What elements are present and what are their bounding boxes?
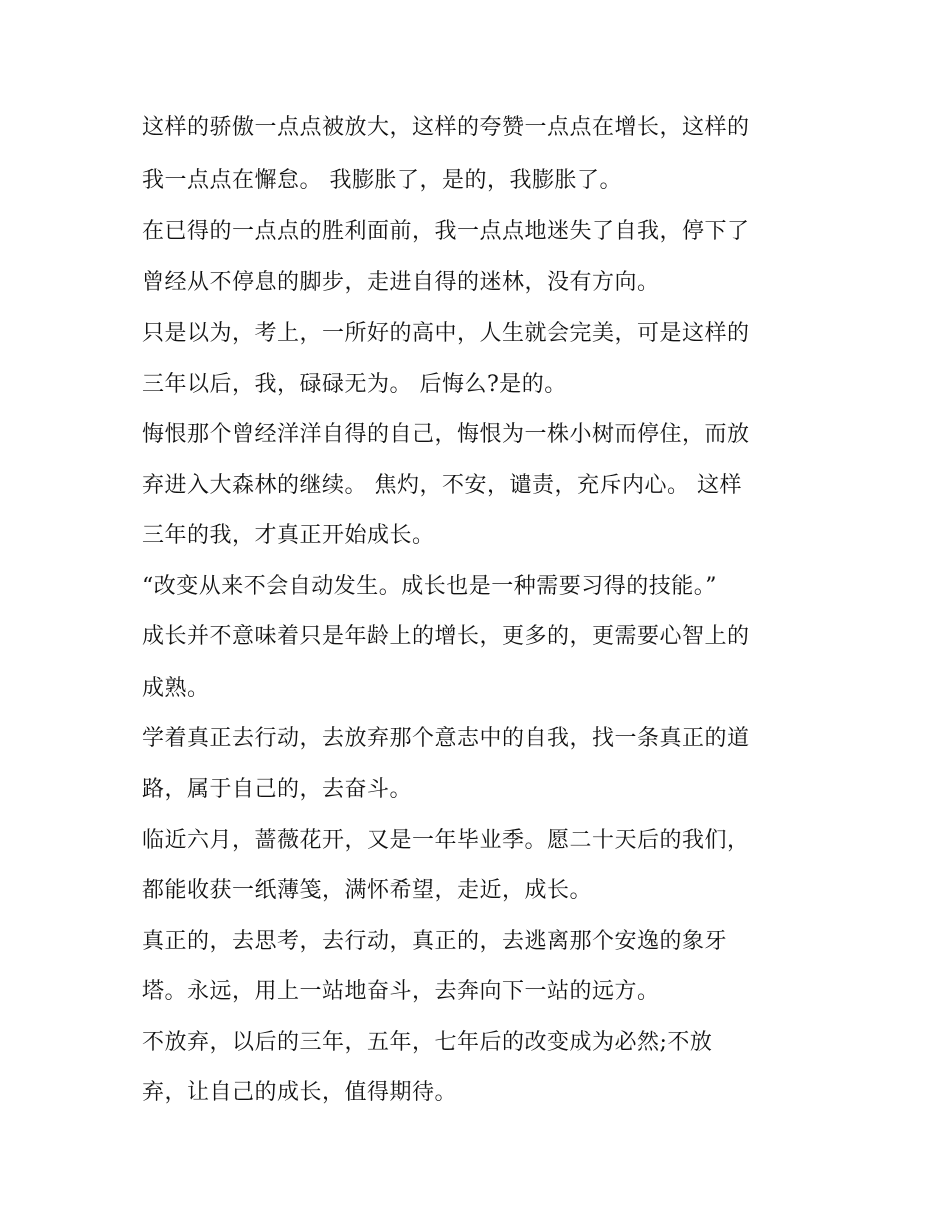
- text-line: 临近六月，蔷薇花开，又是一年毕业季。愿二十天后的我们，: [142, 828, 750, 853]
- text-line: 成熟。: [142, 676, 210, 701]
- text-line: 学着真正去行动，去放弃那个意志中的自我，找一条真正的道: [142, 726, 750, 751]
- text-line: 只是以为，考上，一所好的高中，人生就会完美，可是这样的: [142, 321, 750, 346]
- text-line: 弃，让自己的成长，值得期待。: [142, 1080, 458, 1105]
- text-line: 在已得的一点点的胜利面前，我一点点地迷失了自我，停下了: [142, 219, 750, 244]
- text-line: 悔恨那个曾经洋洋自得的自己，悔恨为一株小树而停住，而放: [142, 422, 750, 447]
- text-line: 三年的我，才真正开始成长。: [142, 523, 435, 548]
- text-line: 这样的骄傲一点点被放大，这样的夸赞一点点在增长，这样的: [142, 115, 750, 140]
- text-line: 真正的，去思考，去行动，真正的，去逃离那个安逸的象牙: [142, 929, 728, 954]
- text-line: 不放弃，以后的三年，五年，七年后的改变成为必然;不放: [142, 1030, 713, 1055]
- text-line: 弃进入大森林的继续。 焦灼，不安，谴责，充斥内心。 这样: [142, 473, 742, 498]
- quote-line: “改变从来不会自动发生。成长也是一种需要习得的技能。”: [142, 574, 717, 599]
- text-line: 塔。永远，用上一站地奋斗，去奔向下一站的远方。: [142, 979, 660, 1004]
- text-line: 都能收获一纸薄笺，满怀希望，走近，成长。: [142, 878, 593, 903]
- text-line: 成长并不意味着只是年龄上的增长，更多的，更需要心智上的: [142, 624, 750, 649]
- text-line: 三年以后，我，碌碌无为。 后悔么?是的。: [142, 372, 567, 397]
- text-line: 曾经从不停息的脚步，走进自得的迷林，没有方向。: [142, 270, 660, 295]
- text-line: 我一点点在懈怠。 我膨胀了，是的，我膨胀了。: [142, 168, 622, 193]
- text-line: 路，属于自己的，去奋斗。: [142, 777, 413, 802]
